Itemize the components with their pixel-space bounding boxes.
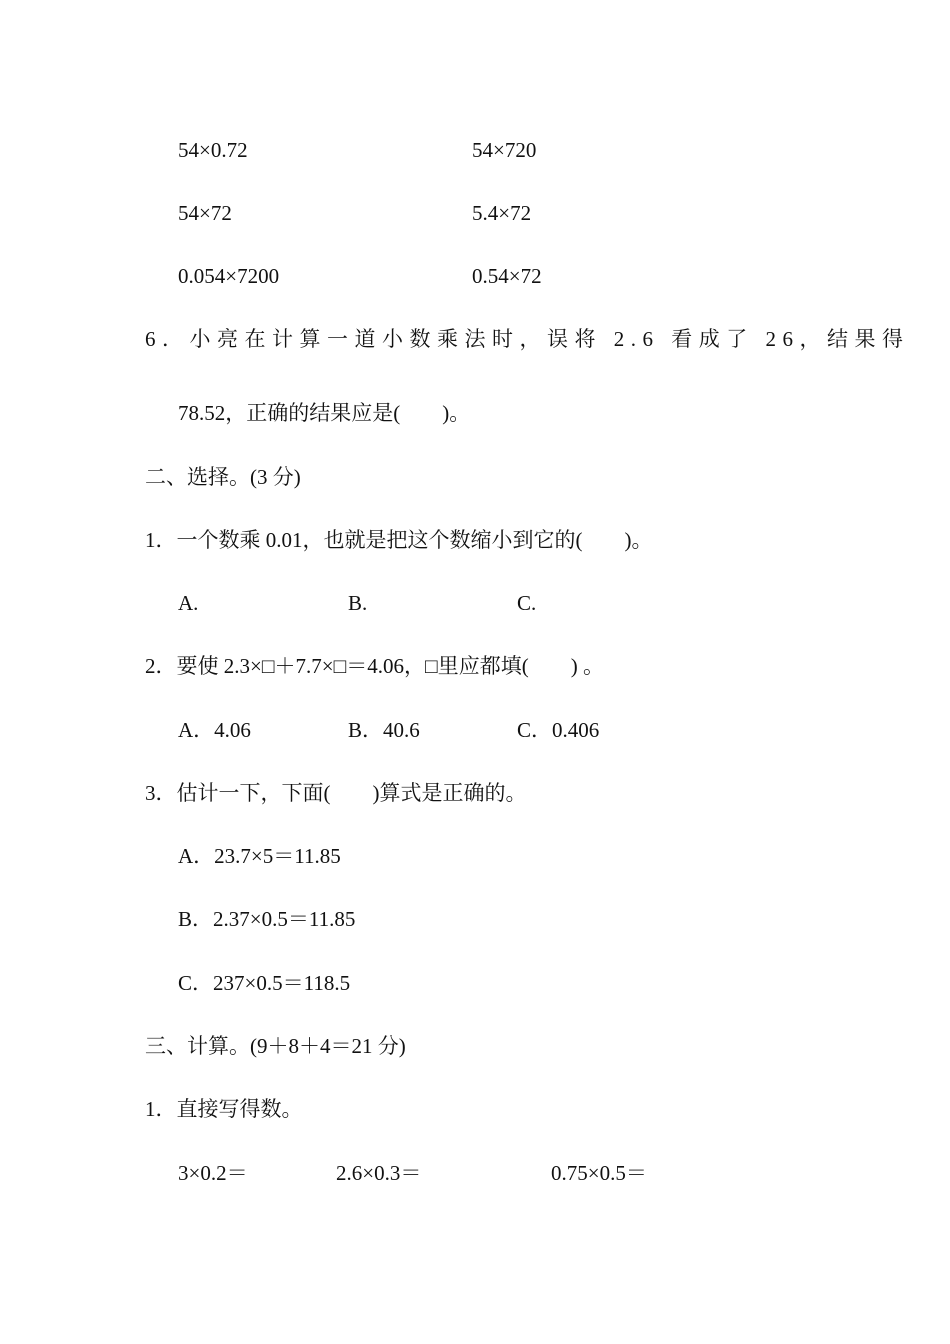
question-6-line2: 78.52，正确的结果应是( )。 <box>178 401 471 425</box>
calc-row2-right: 5.4×72 <box>472 201 532 225</box>
s3q1-item-2: 2.6×0.3＝ <box>336 1161 422 1185</box>
calc-row1-left: 54×0.72 <box>178 138 248 162</box>
section-3-question-1: 1．直接写得数。 <box>145 1097 303 1121</box>
section-3-heading: 三、计算。(9＋8＋4＝21 分) <box>145 1034 406 1058</box>
section-2-heading: 二、选择。(3 分) <box>145 465 301 489</box>
s2q3-option-b: B．2.37×0.5＝11.85 <box>178 907 356 931</box>
s3q1-item-1: 3×0.2＝ <box>178 1161 248 1185</box>
calc-row1-right: 54×720 <box>472 138 537 162</box>
s2q1-option-b: B. <box>348 591 368 615</box>
section-2-question-2: 2．要使 2.3×□＋7.7×□＝4.06，□里应都填( ) 。 <box>145 654 604 678</box>
s3q1-item-3: 0.75×0.5＝ <box>551 1161 647 1185</box>
s2q3-option-c: C．237×0.5＝118.5 <box>178 971 351 995</box>
question-6-line1: 6．小亮在计算一道小数乘法时，误将 2.6 看成了 26，结果得 <box>145 327 910 351</box>
section-2-question-3: 3．估计一下，下面( )算式是正确的。 <box>145 781 527 805</box>
s2q2-option-c: C．0.406 <box>517 718 600 742</box>
s2q1-option-c: C. <box>517 591 537 615</box>
s2q2-option-b: B．40.6 <box>348 718 420 742</box>
calc-row2-left: 54×72 <box>178 201 232 225</box>
section-2-question-1: 1．一个数乘 0.01，也就是把这个数缩小到它的( )。 <box>145 528 653 552</box>
s2q1-option-a: A. <box>178 591 199 615</box>
calc-row3-left: 0.054×7200 <box>178 264 280 288</box>
calc-row3-right: 0.54×72 <box>472 264 542 288</box>
s2q3-option-a: A．23.7×5＝11.85 <box>178 844 341 868</box>
s2q2-option-a: A．4.06 <box>178 718 251 742</box>
